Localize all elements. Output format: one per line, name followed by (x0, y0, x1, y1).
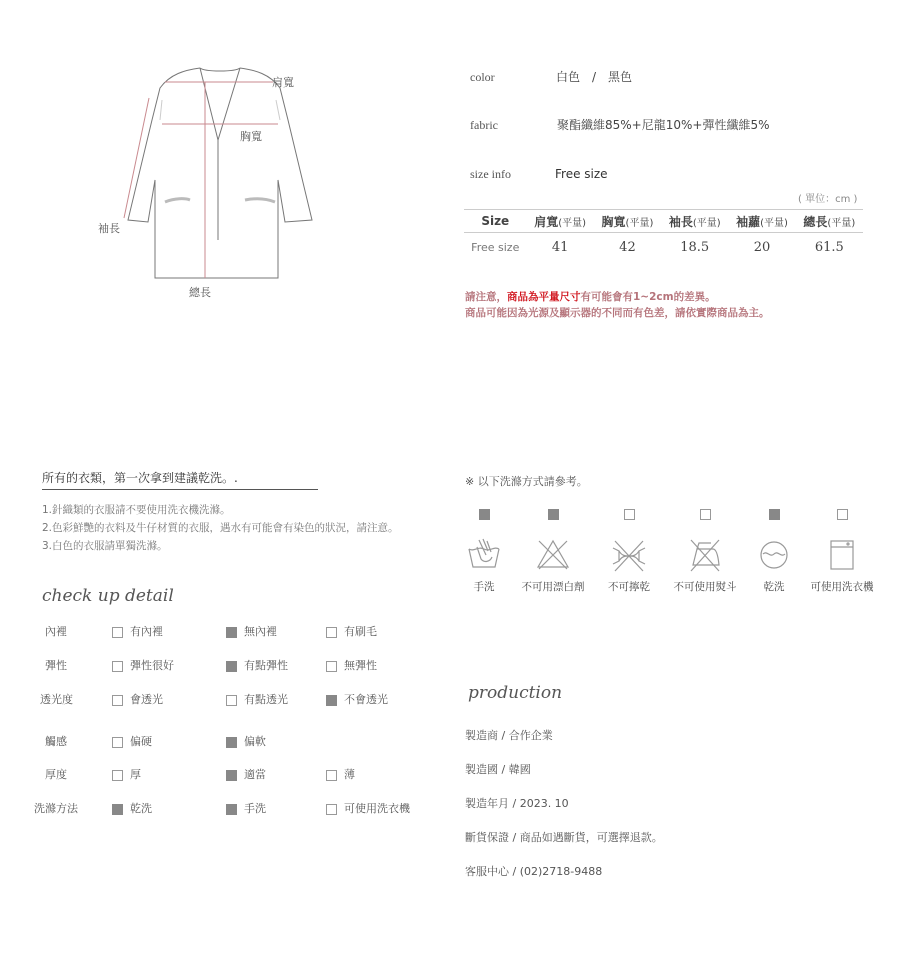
detail-option (326, 657, 377, 673)
cell-length: 61.5 (814, 239, 844, 255)
header-shoulder: 肩寬(平量) (527, 210, 594, 233)
checked-box-icon (548, 509, 559, 520)
diagram-label-sleeve: 袖長 (98, 222, 120, 235)
detail-row-label: 透光度 (40, 693, 73, 706)
detail-option (226, 766, 266, 782)
detail-row-label: 觸感 (45, 735, 67, 748)
detail-option (226, 800, 266, 816)
header-length: 總長(平量) (796, 210, 863, 233)
wash-method-label: 手洗 (473, 581, 495, 593)
production-line: 斷貨保證 / 商品如遇斷貨，可選擇退款。 (465, 831, 663, 844)
unchecked-box-icon (112, 695, 123, 706)
unchecked-box-icon (112, 737, 123, 748)
detail-option-label: 薄 (344, 768, 355, 781)
no-iron-icon (687, 537, 723, 573)
unchecked-box-icon (112, 661, 123, 672)
size-info-label: size info (470, 167, 511, 181)
detail-row-label: 洗滌方法 (34, 802, 78, 815)
production-line: 製造商 / 合作企業 (465, 729, 553, 742)
header-chest: 胸寬(平量) (594, 210, 661, 233)
detail-option (326, 691, 388, 707)
detail-option (226, 733, 266, 749)
checked-box-icon (769, 509, 780, 520)
production-line: 製造國 / 韓國 (465, 763, 531, 776)
care-list (42, 501, 399, 555)
detail-option-label: 會透光 (130, 693, 163, 706)
unchecked-box-icon (700, 509, 711, 520)
fabric-value: 聚酯纖維85%+尼龍10%+彈性纖維5% (557, 118, 770, 132)
size-notice-line2: 商品可能因為光源及顯示器的不同而有色差，請依實際商品為主。 (465, 307, 770, 319)
unchecked-box-icon (226, 695, 237, 706)
cell-size: Free size (471, 240, 520, 254)
production-info (465, 727, 663, 897)
hand-wash-icon (466, 537, 502, 573)
detail-option (112, 657, 174, 673)
diagram-label-length: 總長 (189, 286, 211, 299)
checked-box-icon (226, 737, 237, 748)
wash-method-label: 不可擰乾 (608, 581, 650, 593)
detail-option-label: 偏軟 (244, 735, 266, 748)
dry-clean-icon (756, 537, 792, 573)
production-line: 製造年月 / 2023. 10 (465, 797, 569, 810)
no-wring-icon (611, 537, 647, 573)
detail-option-label: 有內裡 (130, 625, 163, 638)
detail-option-label: 無內裡 (244, 625, 277, 638)
detail-option (112, 623, 163, 639)
production-line: 客服中心 / (02)2718-9488 (465, 865, 603, 878)
detail-option (326, 800, 410, 816)
cell-cuff: 20 (753, 239, 771, 255)
detail-option (112, 800, 152, 816)
detail-option-label: 有刷毛 (344, 625, 377, 638)
production-heading: production (468, 683, 563, 703)
detail-option-label: 適當 (244, 768, 266, 781)
wash-method-label: 可使用洗衣機 (810, 581, 874, 593)
checked-box-icon (479, 509, 490, 520)
color-label: color (470, 70, 495, 84)
detail-row-label: 厚度 (45, 768, 67, 781)
detail-row-label: 內裡 (45, 625, 67, 638)
detail-option-label: 手洗 (244, 802, 266, 815)
detail-option (112, 733, 152, 749)
size-notice-line1: 請注意，商品為平量尺寸有可能會有1~2cm的差異。 (465, 291, 716, 303)
diagram-label-chest: 胸寬 (240, 130, 262, 143)
detail-heading: check up detail (42, 586, 174, 606)
size-notice (465, 289, 770, 321)
checked-box-icon (112, 804, 123, 815)
header-sleeve: 袖長(平量) (661, 210, 728, 233)
wash-method-label: 不可使用熨斗 (673, 581, 737, 593)
diagram-label-shoulder: 肩寬 (272, 76, 294, 89)
unchecked-box-icon (837, 509, 848, 520)
checked-box-icon (326, 695, 337, 706)
header-cuff: 袖蘿(平量) (728, 210, 795, 233)
checked-box-icon (226, 770, 237, 781)
care-item: 3.白色的衣服請單獨洗滌。 (42, 540, 168, 552)
unchecked-box-icon (326, 804, 337, 815)
detail-option (112, 766, 141, 782)
detail-option (226, 623, 277, 639)
checked-box-icon (226, 661, 237, 672)
care-item: 2.色彩鮮艷的衣料及牛仔材質的衣服，遇水有可能會有染色的狀況，請注意。 (42, 522, 399, 534)
detail-option-label: 偏硬 (130, 735, 152, 748)
cell-sleeve: 18.5 (680, 239, 710, 255)
care-item: 1.針織類的衣服請不要使用洗衣機洗滌。 (42, 504, 231, 516)
no-bleach-icon (535, 537, 571, 573)
detail-option (326, 623, 377, 639)
unchecked-box-icon (326, 770, 337, 781)
header-size: Size (464, 210, 527, 233)
size-table (464, 209, 863, 261)
unit-note: ( 單位：cm ) (798, 194, 858, 205)
wash-method-label: 乾洗 (763, 581, 785, 593)
detail-option (112, 691, 163, 707)
unchecked-box-icon (624, 509, 635, 520)
detail-option-label: 不會透光 (344, 693, 388, 706)
table-row (464, 233, 863, 262)
cell-shoulder: 41 (551, 239, 569, 255)
size-table-header (464, 210, 863, 233)
color-value: 白色 / 黑色 (556, 70, 633, 84)
unchecked-box-icon (326, 661, 337, 672)
machine-wash-icon (824, 537, 860, 573)
unchecked-box-icon (326, 627, 337, 638)
detail-option-label: 厚 (130, 768, 141, 781)
detail-option (226, 691, 288, 707)
detail-option-label: 無彈性 (344, 659, 377, 672)
detail-option-label: 有點彈性 (244, 659, 288, 672)
wash-method-label: 不可用漂白劑 (521, 581, 585, 593)
detail-option-label: 乾洗 (130, 802, 152, 815)
cell-chest: 42 (619, 239, 636, 255)
care-title: 所有的衣類，第一次拿到建議乾洗。. (42, 469, 318, 490)
detail-row-label: 彈性 (45, 659, 67, 672)
detail-option-label: 有點透光 (244, 693, 288, 706)
wash-note: ※ 以下洗滌方式請參考。 (465, 475, 588, 488)
unchecked-box-icon (112, 770, 123, 781)
detail-option (226, 657, 288, 673)
fabric-label: fabric (470, 118, 498, 132)
cardigan-outline-icon (90, 60, 330, 300)
checked-box-icon (226, 804, 237, 815)
detail-option (326, 766, 355, 782)
garment-diagram (90, 60, 330, 300)
detail-option-label: 可使用洗衣機 (344, 802, 410, 815)
checked-box-icon (226, 627, 237, 638)
size-info-value: Free size (555, 167, 608, 181)
unchecked-box-icon (112, 627, 123, 638)
detail-option-label: 彈性很好 (130, 659, 174, 672)
